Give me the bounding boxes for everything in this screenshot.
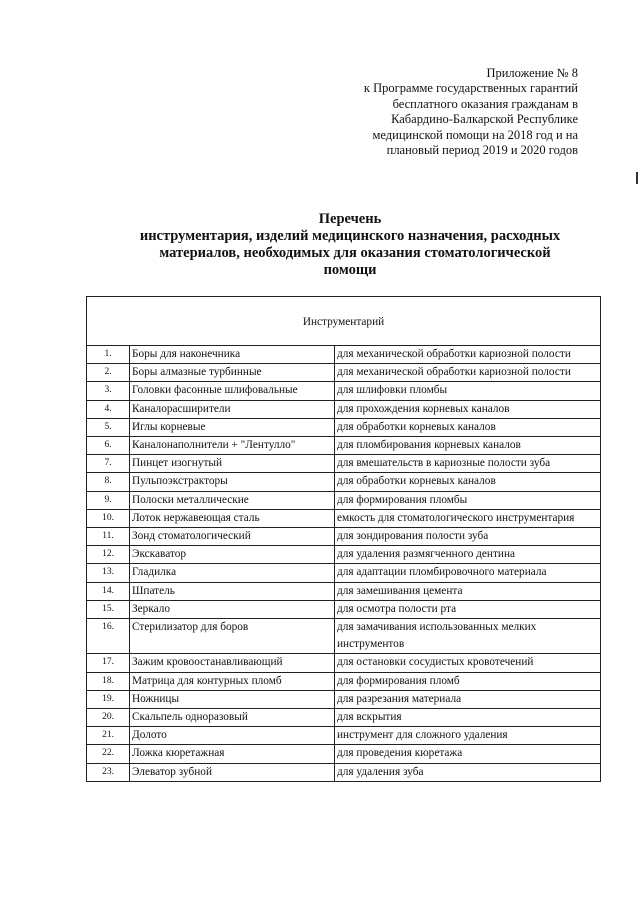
- document-title: [120, 211, 580, 279]
- instrument-name: Боры алмазные турбинные: [130, 364, 335, 382]
- appendix-header: [318, 66, 578, 158]
- table-row: [87, 509, 601, 527]
- instrument-purpose: для проведения кюретажа: [335, 745, 601, 763]
- row-number: 17.: [87, 654, 130, 672]
- instrument-name: Пульпоэкстракторы: [130, 473, 335, 491]
- table-row: [87, 437, 601, 455]
- table-row: [87, 619, 601, 654]
- table-row: [87, 600, 601, 618]
- row-number: 3.: [87, 382, 130, 400]
- instrument-purpose: инструмент для сложного удаления: [335, 727, 601, 745]
- row-number: 8.: [87, 473, 130, 491]
- appendix-line: Приложение № 8: [486, 66, 578, 80]
- table-row: [87, 546, 601, 564]
- row-number: 18.: [87, 672, 130, 690]
- row-number: 22.: [87, 745, 130, 763]
- row-number: 19.: [87, 690, 130, 708]
- instrument-name: Экскаватор: [130, 546, 335, 564]
- instrument-name: Каналорасширители: [130, 400, 335, 418]
- table-row: [87, 473, 601, 491]
- instruments-table: [86, 296, 601, 782]
- row-number: 12.: [87, 546, 130, 564]
- table-row: [87, 382, 601, 400]
- instrument-name: Ножницы: [130, 690, 335, 708]
- instrument-name: Шпатель: [130, 582, 335, 600]
- table-body: [87, 346, 601, 782]
- title-line: помощи: [323, 262, 377, 278]
- instrument-purpose: для удаления размягченного дентина: [335, 546, 601, 564]
- appendix-line: бесплатного оказания гражданам в: [392, 96, 578, 111]
- appendix-line: плановый период 2019 и 2020 годов: [386, 143, 578, 158]
- row-number: 7.: [87, 455, 130, 473]
- row-number: 1.: [87, 346, 130, 364]
- instrument-name: Стерилизатор для боров: [130, 619, 335, 654]
- instrument-purpose: для адаптации пломбировочного материала: [335, 564, 601, 582]
- instrument-name: Каналонаполнители + "Лентулло": [130, 437, 335, 455]
- instrument-name: Матрица для контурных пломб: [130, 672, 335, 690]
- instrument-name: Лоток нержавеющая сталь: [130, 509, 335, 527]
- instrument-purpose: для механической обработки кариозной полости: [335, 364, 601, 382]
- table-row: [87, 455, 601, 473]
- instrument-name: Зеркало: [130, 600, 335, 618]
- row-number: 16.: [87, 619, 130, 654]
- instrument-purpose: для удаления зуба: [335, 763, 601, 781]
- row-number: 14.: [87, 582, 130, 600]
- instrument-name: Боры для наконечника: [130, 346, 335, 364]
- instrument-name: Зонд стоматологический: [130, 528, 335, 546]
- table-row: [87, 709, 601, 727]
- instrument-purpose: для замачивания использованных мелких инструментов: [335, 619, 601, 654]
- row-number: 23.: [87, 763, 130, 781]
- instrument-purpose: для пломбирования корневых каналов: [335, 437, 601, 455]
- table-row: [87, 418, 601, 436]
- row-number: 13.: [87, 564, 130, 582]
- table-row: [87, 346, 601, 364]
- instrument-name: Пинцет изогнутый: [130, 455, 335, 473]
- instrument-name: Иглы корневые: [130, 418, 335, 436]
- row-number: 2.: [87, 364, 130, 382]
- table-row: [87, 528, 601, 546]
- instrument-purpose: для зондирования полости зуба: [335, 528, 601, 546]
- title-line: Перечень: [318, 211, 382, 227]
- instrument-name: Скальпель одноразовый: [130, 709, 335, 727]
- table-row: [87, 672, 601, 690]
- instrument-purpose: для вскрытия: [335, 709, 601, 727]
- table-row: [87, 690, 601, 708]
- instrument-name: Ложка кюретажная: [130, 745, 335, 763]
- row-number: 4.: [87, 400, 130, 418]
- appendix-line: к Программе государственных гарантий: [363, 81, 578, 96]
- instrument-purpose: для вмешательств в кариозные полости зуба: [335, 455, 601, 473]
- table-row: [87, 582, 601, 600]
- table-row: [87, 745, 601, 763]
- row-number: 5.: [87, 418, 130, 436]
- instrument-name: Зажим кровоостанавливающий: [130, 654, 335, 672]
- instrument-purpose: для обработки корневых каналов: [335, 473, 601, 491]
- row-number: 10.: [87, 509, 130, 527]
- instrument-name: Гладилка: [130, 564, 335, 582]
- instrument-name: Головки фасонные шлифовальные: [130, 382, 335, 400]
- table-row: [87, 491, 601, 509]
- instrument-name: Долото: [130, 727, 335, 745]
- title-line: инструментария, изделий медицинского назначения, расходных: [139, 228, 561, 244]
- row-number: 15.: [87, 600, 130, 618]
- row-number: 11.: [87, 528, 130, 546]
- table-row: [87, 763, 601, 781]
- table-row: [87, 364, 601, 382]
- table-row: [87, 727, 601, 745]
- instrument-purpose: для прохождения корневых каналов: [335, 400, 601, 418]
- instrument-purpose: для обработки корневых каналов: [335, 418, 601, 436]
- table-row: [87, 564, 601, 582]
- section-header: Инструментарий: [87, 297, 601, 346]
- instrument-purpose: для формирования пломбы: [335, 491, 601, 509]
- table-row: [87, 654, 601, 672]
- row-number: 21.: [87, 727, 130, 745]
- row-number: 6.: [87, 437, 130, 455]
- title-line: материалов, необходимых для оказания стоматологической: [159, 245, 551, 261]
- scan-edge-mark: [636, 172, 638, 184]
- table-row: [87, 400, 601, 418]
- instrument-purpose: для разрезания материала: [335, 690, 601, 708]
- instrument-purpose: для механической обработки кариозной полости: [335, 346, 601, 364]
- instrument-purpose: для осмотра полости рта: [335, 600, 601, 618]
- appendix-line: Кабардино-Балкарской Республике: [391, 112, 578, 127]
- instrument-purpose: для шлифовки пломбы: [335, 382, 601, 400]
- appendix-line: медицинской помощи на 2018 год и на: [372, 127, 578, 142]
- row-number: 20.: [87, 709, 130, 727]
- instrument-purpose: для остановки сосудистых кровотечений: [335, 654, 601, 672]
- instrument-name: Полоски металлические: [130, 491, 335, 509]
- section-header-row: [87, 297, 601, 346]
- instrument-purpose: для формирования пломб: [335, 672, 601, 690]
- row-number: 9.: [87, 491, 130, 509]
- instrument-name: Элеватор зубной: [130, 763, 335, 781]
- instrument-purpose: емкость для стоматологического инструментария: [335, 509, 601, 527]
- instrument-purpose: для замешивания цемента: [335, 582, 601, 600]
